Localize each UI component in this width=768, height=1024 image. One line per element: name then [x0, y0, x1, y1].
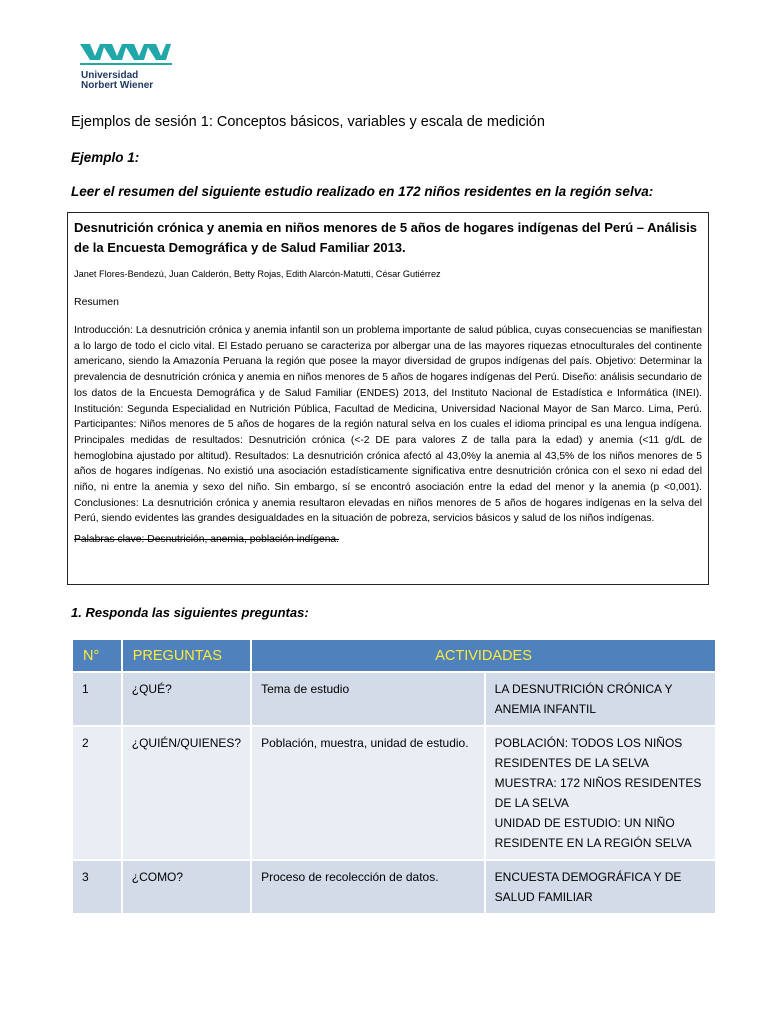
table-row [73, 861, 715, 913]
lead-instruction: Leer el resumen del siguiente estudio realizado en 172 niños residentes en la región selva: [71, 184, 654, 199]
row-answer [486, 673, 715, 725]
row-activity: Proceso de recolección de datos. [252, 861, 484, 913]
answer-line: ENCUESTA DEMOGRÁFICA Y DE SALUD FAMILIAR [494, 870, 682, 904]
row-answer [486, 861, 715, 913]
logo-line-1: Universidad [81, 70, 139, 81]
abstract-authors: Janet Flores-Bendezú, Juan Calderón, Betty Rojas, Edith Alarcón-Matutti, César Gutiérrez [74, 269, 441, 279]
abstract-body: Introducción: La desnutrición crónica y anemia infantil son un problema importante de salud pública, cuyas consecuencias se manifiestan a lo largo de todo el ciclo vital. El Estado peruano se caracteriza por albergar una de las mayores riquezas etnoculturales del continente americano, siendo la Amazonía Peruana la región que posee la mayor diversidad de grupos indígenas del país. Objetivo: Determinar la prevalencia de desnutrición crónica y anemia en niños menores de 5 años de hogares indígenas del Perú. Diseño: análisis secundario de los datos de la Encuesta Demográfica y de Salud Familiar (ENDES) 2013, del Instituto Nacional de Estadística e Informática (INEI). Institución: Segunda Especialidad en Nutrición Pública, Facultad de Medicina, Universidad Nacional Mayor de San Marco. Lima, Perú. Participantes: Niños menores de 5 años de hogares de la región natural selva en los cuales el idioma principal es una lengua indígena. Principales medidas de resultados: Desnutrición crónica (<-2 DE para valores Z de talla para la edad) y anemia (<11 g/dL de hemoglobina ajustado por altitud). Resultados: La desnutrición crónica afectó al 43,0%y la anemia al 43,5% de los niños menores de 5 años de hogares indígenas. No existió una asociación estadísticamente significativa entre desnutrición crónica con el sexo ni edad del niño, ni entre la anemia y sexo del niño. Sin embargo, sí se encontró asociación entre la edad del menor y la anemia (p <0,001). Conclusiones: La desnutrición crónica y anemia resultaron elevadas en niños menores de 5 años de hogares indígenas en la selva del Perú, siendo evidentes las grandes desigualdades en la situación de pobreza, servicios básicos y salud de los niños indígenas. [74, 325, 702, 525]
table-header-row [73, 640, 715, 671]
answer-line: MUESTRA: 172 NIÑOS RESIDENTES DE LA SELVA [494, 776, 702, 810]
questions-heading: 1. Responda las siguientes preguntas: [71, 605, 309, 620]
row-number: 1 [73, 673, 121, 725]
header-n: N° [73, 640, 121, 671]
session-title: Ejemplos de sesión 1: Conceptos básicos, variables y escala de medición [71, 114, 545, 130]
row-question: ¿COMO? [123, 861, 250, 913]
row-number: 3 [73, 861, 121, 913]
questions-table [71, 638, 717, 915]
answer-line: LA DESNUTRICIÓN CRÓNICA Y ANEMIA INFANTIL [494, 682, 673, 716]
abstract-resumen-label: Resumen [74, 296, 119, 308]
abstract-title: Desnutrición crónica y anemia en niños menores de 5 años de hogares indígenas del Perú – Análisis de la Encuesta Demográfica y de Salud Familiar 2013. [74, 220, 697, 255]
header-preguntas: PREGUNTAS [123, 640, 250, 671]
logo-line-2: Norbert Wiener [81, 80, 154, 91]
answer-line: UNIDAD DE ESTUDIO: UN NIÑO RESIDENTE EN LA REGIÓN SELVA [494, 816, 692, 850]
abstract-keywords: Palabras clave: Desnutrición, anemia, población indígena. [74, 534, 340, 546]
example-label: Ejemplo 1: [71, 150, 140, 165]
row-question: ¿QUÉ? [123, 673, 250, 725]
logo-wordmark [81, 71, 153, 91]
row-answer [486, 727, 715, 859]
table-row [73, 727, 715, 859]
row-activity: Tema de estudio [252, 673, 484, 725]
row-activity: Población, muestra, unidad de estudio. [252, 727, 484, 859]
row-question: ¿QUIÉN/QUIENES? [123, 727, 250, 859]
header-actividades: ACTIVIDADES [252, 640, 715, 671]
abstract-box [67, 212, 709, 585]
table-row [73, 673, 715, 725]
answer-line: POBLACIÓN: TODOS LOS NIÑOS RESIDENTES DE LA SELVA [494, 736, 683, 770]
row-number: 2 [73, 727, 121, 859]
